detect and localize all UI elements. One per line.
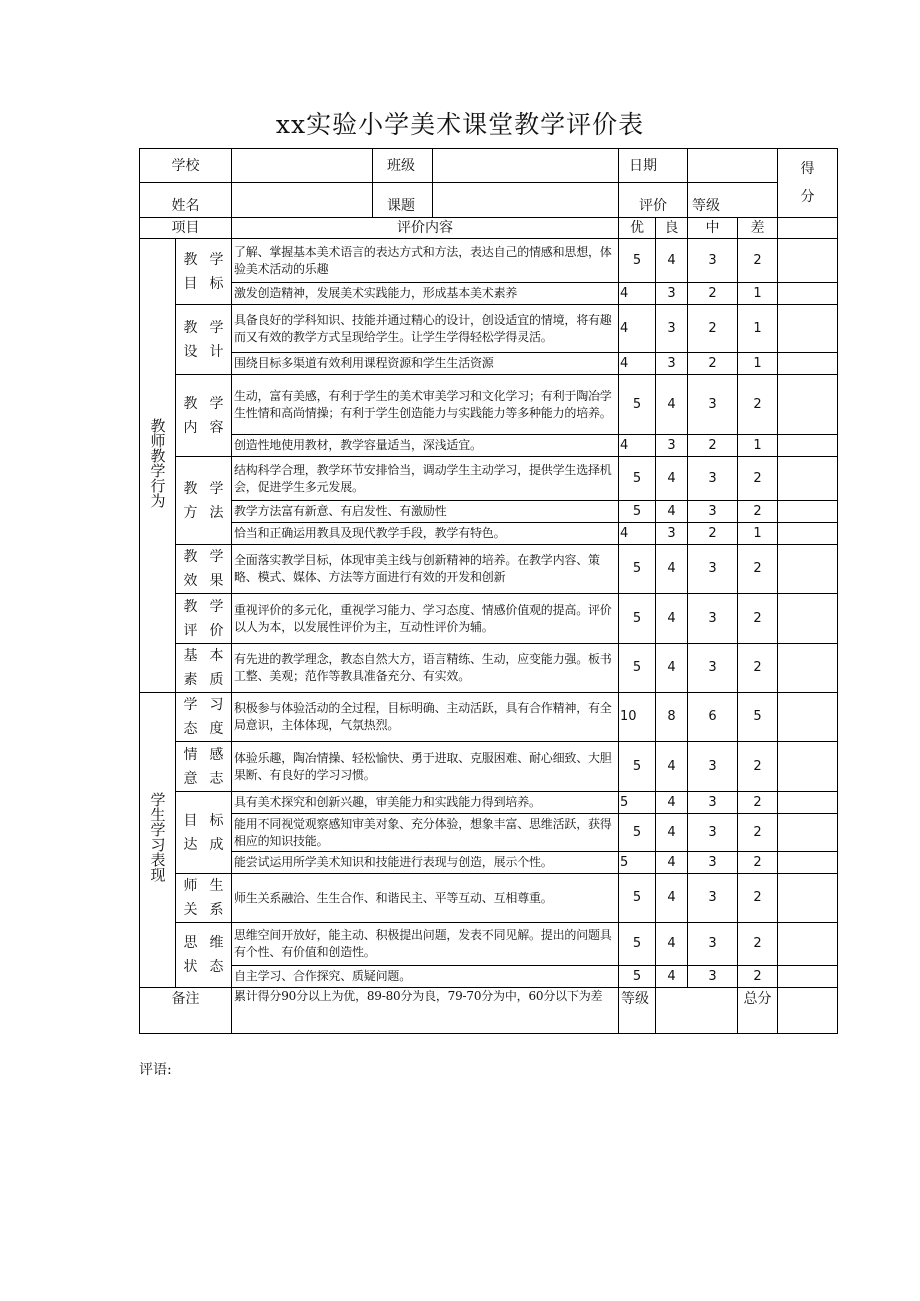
score-cell[interactable] — [778, 792, 838, 814]
score-option[interactable]: 5 — [738, 693, 778, 742]
score-option[interactable]: 3 — [656, 353, 688, 375]
name-field[interactable] — [232, 183, 619, 218]
evaluation-table — [139, 148, 838, 1034]
score-option[interactable]: 2 — [688, 523, 738, 545]
criterion-text: 具有美术探究和创新兴趣，审美能力和实践能力得到培养。 — [232, 792, 619, 814]
teacher-category-4 — [176, 545, 232, 594]
teacher-category-label: 教学设计 — [183, 319, 224, 360]
score-cell[interactable] — [778, 523, 838, 545]
score-cell[interactable] — [778, 594, 838, 644]
criterion-text: 有先进的教学理念，教态自然大方，语言精练、生动，应变能力强。板书工整、美观；范作等教具准备充分、有实效。 — [232, 644, 619, 693]
score-option[interactable]: 3 — [656, 305, 688, 353]
score-option[interactable]: 5 — [619, 545, 656, 594]
score-option[interactable]: 4 — [619, 353, 656, 375]
criterion-text: 恰当和正确运用教具及现代教学手段，教学有特色。 — [232, 523, 619, 545]
student-category-4 — [176, 923, 232, 988]
score-header: 得分 — [778, 149, 838, 218]
score-option[interactable]: 5 — [619, 792, 656, 814]
score-cell[interactable] — [778, 501, 838, 523]
score-option[interactable]: 3 — [688, 966, 738, 988]
score-cell[interactable] — [778, 693, 838, 742]
score-option[interactable]: 2 — [688, 353, 738, 375]
score-option[interactable]: 4 — [619, 283, 656, 305]
score-cell[interactable] — [778, 852, 838, 874]
score-option[interactable]: 2 — [738, 501, 778, 523]
teacher-category-2 — [176, 375, 232, 457]
date-field[interactable] — [688, 149, 778, 183]
score-option[interactable]: 5 — [619, 644, 656, 693]
score-option[interactable]: 4 — [656, 852, 688, 874]
score-option[interactable]: 4 — [656, 594, 688, 644]
score-option[interactable]: 4 — [656, 742, 688, 792]
topic-label: 课题 — [387, 198, 415, 214]
score-option[interactable]: 3 — [688, 814, 738, 852]
score-option[interactable]: 5 — [619, 923, 656, 966]
student-category-label: 学习态度 — [183, 697, 224, 737]
col-excellent: 优 — [619, 218, 656, 239]
teacher-category-0 — [176, 239, 232, 305]
teacher-category-label: 教学目标 — [183, 251, 224, 292]
eval-label: 评价 — [619, 183, 688, 218]
score-option[interactable]: 2 — [738, 457, 778, 501]
criterion-text: 师生关系融洽、生生合作、和谐民主、平等互动、互相尊重。 — [232, 874, 619, 923]
score-option[interactable]: 3 — [688, 501, 738, 523]
teacher-category-6 — [176, 644, 232, 693]
score-option[interactable]: 2 — [738, 545, 778, 594]
criterion-text: 自主学习、合作探究、质疑问题。 — [232, 966, 619, 988]
score-option[interactable]: 3 — [688, 874, 738, 923]
score-cell[interactable] — [778, 644, 838, 693]
score-option[interactable]: 4 — [619, 305, 656, 353]
score-option[interactable]: 2 — [688, 305, 738, 353]
class-label: 班级 — [387, 157, 415, 174]
score-option[interactable]: 1 — [738, 353, 778, 375]
col-medium: 中 — [688, 218, 738, 239]
criterion-text: 思维空间开放好，能主动、积极提出问题，发表不同见解。提出的问题具有个性、有价值和创造性。 — [232, 923, 619, 966]
score-option[interactable]: 3 — [688, 923, 738, 966]
name-label: 姓名 — [140, 183, 232, 218]
comment-label: 评语: — [139, 1062, 172, 1078]
criterion-text: 了解、掌握基本美术语言的表达方式和方法，表达自己的情感和思想，体验美术活动的乐趣 — [232, 239, 619, 283]
score-option[interactable]: 2 — [738, 852, 778, 874]
criterion-text: 能用不同视觉观察感知审美对象、充分体验，想象丰富、思维活跃，获得相应的知识技能。 — [232, 814, 619, 852]
score-option[interactable]: 4 — [656, 874, 688, 923]
score-option[interactable]: 3 — [656, 523, 688, 545]
criterion-text: 教学方法富有新意、有启发性、有激励性 — [232, 501, 619, 523]
col-item: 项目 — [140, 218, 232, 239]
score-option[interactable]: 2 — [738, 923, 778, 966]
student-category-label: 目标达成 — [183, 812, 224, 853]
page-title: xx实验小学美术课堂教学评价表 — [275, 110, 645, 139]
score-option[interactable]: 3 — [688, 457, 738, 501]
score-cell[interactable] — [778, 305, 838, 353]
score-option[interactable]: 3 — [688, 594, 738, 644]
score-option[interactable]: 1 — [738, 283, 778, 305]
score-option[interactable]: 6 — [688, 693, 738, 742]
score-cell[interactable] — [778, 353, 838, 375]
score-option[interactable]: 3 — [688, 852, 738, 874]
criterion-text: 体验乐趣，陶冶情操、轻松愉快、勇于进取、克服困难、耐心细致、大胆果断、有良好的学习习惯。 — [232, 742, 619, 792]
score-cell[interactable] — [778, 375, 838, 435]
score-cell[interactable] — [778, 283, 838, 305]
score-option[interactable]: 4 — [656, 814, 688, 852]
score-option[interactable]: 5 — [619, 874, 656, 923]
teacher-category-label: 教学内容 — [183, 395, 224, 436]
score-option[interactable]: 4 — [656, 923, 688, 966]
score-option[interactable]: 4 — [619, 435, 656, 457]
topic-field[interactable] — [432, 183, 618, 217]
score-cell[interactable] — [778, 457, 838, 501]
score-option[interactable]: 4 — [656, 966, 688, 988]
teacher-category-label: 教学方法 — [183, 480, 224, 521]
col-good: 良 — [656, 218, 688, 239]
class-field[interactable] — [432, 149, 618, 182]
teacher-category-1 — [176, 305, 232, 375]
school-field[interactable] — [232, 149, 619, 183]
student-section-label — [140, 693, 176, 988]
score-option[interactable]: 5 — [619, 742, 656, 792]
student-section-text: 学生学习表现 — [148, 792, 167, 882]
criterion-text: 具备良好的学科知识、技能并通过精心的设计，创设适宜的情境，将有趣而又有效的教学方式呈现给学生。让学生学得轻松学得灵活。 — [232, 305, 619, 353]
score-cell[interactable] — [778, 966, 838, 988]
col-poor: 差 — [738, 218, 778, 239]
col-content: 评价内容 — [232, 218, 619, 239]
teacher-category-label: 教学效果 — [183, 549, 224, 589]
teacher-section-label — [140, 239, 176, 693]
score-option[interactable]: 3 — [656, 283, 688, 305]
score-option[interactable]: 1 — [738, 305, 778, 353]
criterion-text: 创造性地使用教材，教学容量适当，深浅适宜。 — [232, 435, 619, 457]
score-cell[interactable] — [778, 874, 838, 923]
criterion-text: 积极参与体验活动的全过程，目标明确、主动活跃，具有合作精神，有全局意识，主体体现，气氛热烈。 — [232, 693, 619, 742]
score-option[interactable]: 1 — [738, 523, 778, 545]
student-category-1 — [176, 742, 232, 792]
score-option[interactable]: 3 — [688, 792, 738, 814]
date-label: 日期 — [619, 149, 688, 183]
grade-label: 等级 — [688, 183, 778, 218]
student-category-label: 师生关系 — [183, 878, 224, 918]
score-option[interactable]: 4 — [656, 501, 688, 523]
score-cell[interactable] — [778, 742, 838, 792]
score-option[interactable]: 3 — [688, 375, 738, 435]
score-option[interactable]: 4 — [619, 523, 656, 545]
score-option[interactable]: 4 — [656, 545, 688, 594]
score-option[interactable]: 2 — [738, 874, 778, 923]
score-option[interactable]: 3 — [688, 239, 738, 283]
score-option[interactable]: 5 — [619, 457, 656, 501]
score-option[interactable]: 5 — [619, 501, 656, 523]
teacher-category-label: 教学评价 — [183, 598, 224, 639]
score-option[interactable]: 3 — [656, 435, 688, 457]
score-option[interactable]: 5 — [619, 239, 656, 283]
teacher-category-3 — [176, 457, 232, 545]
score-cell[interactable] — [778, 435, 838, 457]
score-option[interactable]: 2 — [738, 814, 778, 852]
col-score — [778, 218, 838, 239]
score-option[interactable]: 4 — [656, 792, 688, 814]
score-option[interactable]: 5 — [619, 852, 656, 874]
school-label: 学校 — [140, 149, 232, 183]
teacher-section-text: 教师教学行为 — [148, 417, 167, 508]
score-option[interactable]: 4 — [656, 239, 688, 283]
score-cell[interactable] — [778, 814, 838, 852]
score-option[interactable]: 4 — [656, 644, 688, 693]
total-label: 总分 — [738, 988, 778, 1034]
teacher-category-5 — [176, 594, 232, 644]
footer-grade-label: 等级 — [619, 988, 656, 1034]
score-option[interactable]: 2 — [688, 435, 738, 457]
student-category-label: 情感意志 — [183, 746, 224, 787]
criterion-text: 激发创造精神，发展美术实践能力，形成基本美术素养 — [232, 283, 619, 305]
total-field[interactable] — [778, 988, 838, 1034]
score-option[interactable]: 2 — [738, 594, 778, 644]
student-category-0 — [176, 693, 232, 742]
score-option[interactable]: 5 — [619, 594, 656, 644]
teacher-category-label: 基本素质 — [183, 648, 224, 688]
score-option[interactable]: 3 — [688, 644, 738, 693]
score-option[interactable]: 5 — [619, 375, 656, 435]
criterion-text: 全面落实教学目标，体现审美主线与创新精神的培养。在教学内容、策略、模式、媒体、方法等方面进行有效的开发和创新 — [232, 545, 619, 594]
score-option[interactable]: 10 — [619, 693, 656, 742]
score-cell[interactable] — [778, 923, 838, 966]
score-cell[interactable] — [778, 239, 838, 283]
criterion-text: 结构科学合理，教学环节安排恰当，调动学生主动学习，提供学生选择机会，促进学生多元发展。 — [232, 457, 619, 501]
score-option[interactable]: 1 — [738, 435, 778, 457]
score-option[interactable]: 3 — [688, 742, 738, 792]
student-category-2 — [176, 792, 232, 874]
remark-text: 累计得分90分以上为优，89-80分为良，79-70分为中，60分以下为差 — [232, 988, 619, 1034]
score-option[interactable]: 2 — [688, 283, 738, 305]
score-option[interactable]: 4 — [656, 375, 688, 435]
score-option[interactable]: 2 — [738, 644, 778, 693]
remark-label: 备注 — [140, 988, 232, 1034]
score-option[interactable]: 8 — [656, 693, 688, 742]
score-option[interactable]: 3 — [688, 545, 738, 594]
score-option[interactable]: 5 — [619, 966, 656, 988]
student-category-label: 思维状态 — [183, 935, 224, 975]
score-option[interactable]: 2 — [738, 966, 778, 988]
score-option[interactable]: 2 — [738, 792, 778, 814]
criterion-text: 围绕目标多渠道有效利用课程资源和学生生活资源 — [232, 353, 619, 375]
score-option[interactable]: 2 — [738, 239, 778, 283]
score-cell[interactable] — [778, 545, 838, 594]
score-option[interactable]: 2 — [738, 742, 778, 792]
criterion-text: 生动，富有美感，有利于学生的美术审美学习和文化学习；有利于陶冶学生性情和高尚情操；有利于学生创造能力与实践能力等多种能力的培养。 — [232, 375, 619, 435]
student-category-3 — [176, 874, 232, 923]
score-option[interactable]: 5 — [619, 814, 656, 852]
score-option[interactable]: 4 — [656, 457, 688, 501]
footer-grade-field[interactable] — [656, 988, 738, 1034]
criterion-text: 能尝试运用所学美术知识和技能进行表现与创造，展示个性。 — [232, 852, 619, 874]
criterion-text: 重视评价的多元化，重视学习能力、学习态度、情感价值观的提高。评价以人为本，以发展性评价为主，互动性评价为辅。 — [232, 594, 619, 644]
score-option[interactable]: 2 — [738, 375, 778, 435]
